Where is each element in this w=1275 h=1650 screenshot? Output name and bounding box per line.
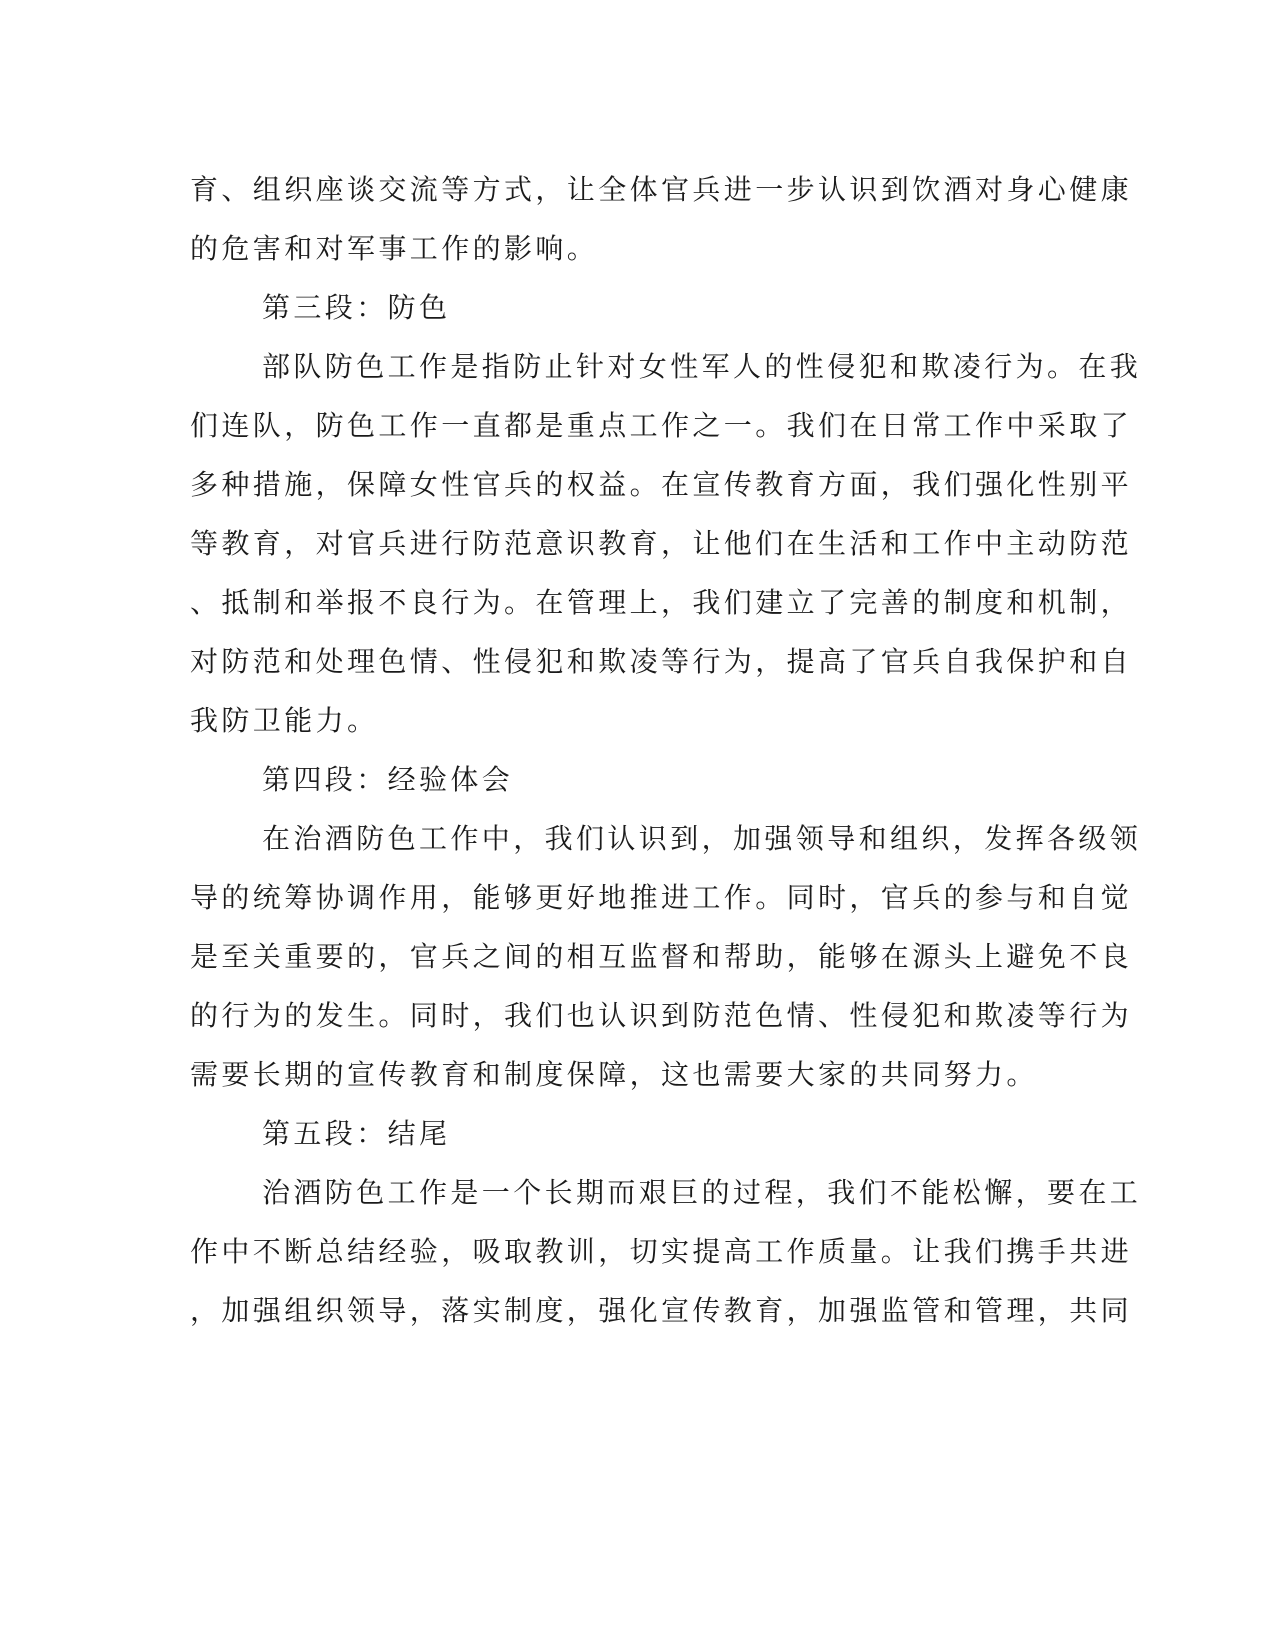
text-line: 导的统筹协调作用，能够更好地推进工作。同时，官兵的参与和自觉 <box>190 881 1133 914</box>
text-line: 在治酒防色工作中，我们认识到，加强领导和组织，发挥各级领 <box>262 822 1142 855</box>
text-line: 育、组织座谈交流等方式，让全体官兵进一步认识到饮酒对身心健康 <box>190 173 1133 206</box>
text-line: 需要长期的宣传教育和制度保障，这也需要大家的共同努力。 <box>190 1058 1038 1091</box>
text-line: 对防范和处理色情、性侵犯和欺凌等行为，提高了官兵自我保护和自 <box>190 645 1133 678</box>
text-line: 我防卫能力。 <box>190 704 379 737</box>
text-line: ，加强组织领导，落实制度，强化宣传教育，加强监管和管理，共同 <box>190 1294 1133 1327</box>
text-line: 的危害和对军事工作的影响。 <box>190 232 599 265</box>
text-line: 治酒防色工作是一个长期而艰巨的过程，我们不能松懈，要在工 <box>262 1176 1142 1209</box>
text-line: 的行为的发生。同时，我们也认识到防范色情、性侵犯和欺凌等行为 <box>190 999 1133 1032</box>
text-line: 、抵制和举报不良行为。在管理上，我们建立了完善的制度和机制， <box>190 586 1133 619</box>
text-line: 作中不断总结经验，吸取教训，切实提高工作质量。让我们携手共进 <box>190 1235 1133 1268</box>
text-line: 们连队，防色工作一直都是重点工作之一。我们在日常工作中采取了 <box>190 409 1133 442</box>
text-line: 多种措施，保障女性官兵的权益。在宣传教育方面，我们强化性别平 <box>190 468 1133 501</box>
text-line: 是至关重要的，官兵之间的相互监督和帮助，能够在源头上避免不良 <box>190 940 1133 973</box>
section-heading: 第五段：结尾 <box>262 1117 451 1150</box>
section-heading: 第四段：经验体会 <box>262 763 514 796</box>
text-line: 部队防色工作是指防止针对女性军人的性侵犯和欺凌行为。在我 <box>262 350 1142 383</box>
section-heading: 第三段：防色 <box>262 291 451 324</box>
text-line: 等教育，对官兵进行防范意识教育，让他们在生活和工作中主动防范 <box>190 527 1133 560</box>
